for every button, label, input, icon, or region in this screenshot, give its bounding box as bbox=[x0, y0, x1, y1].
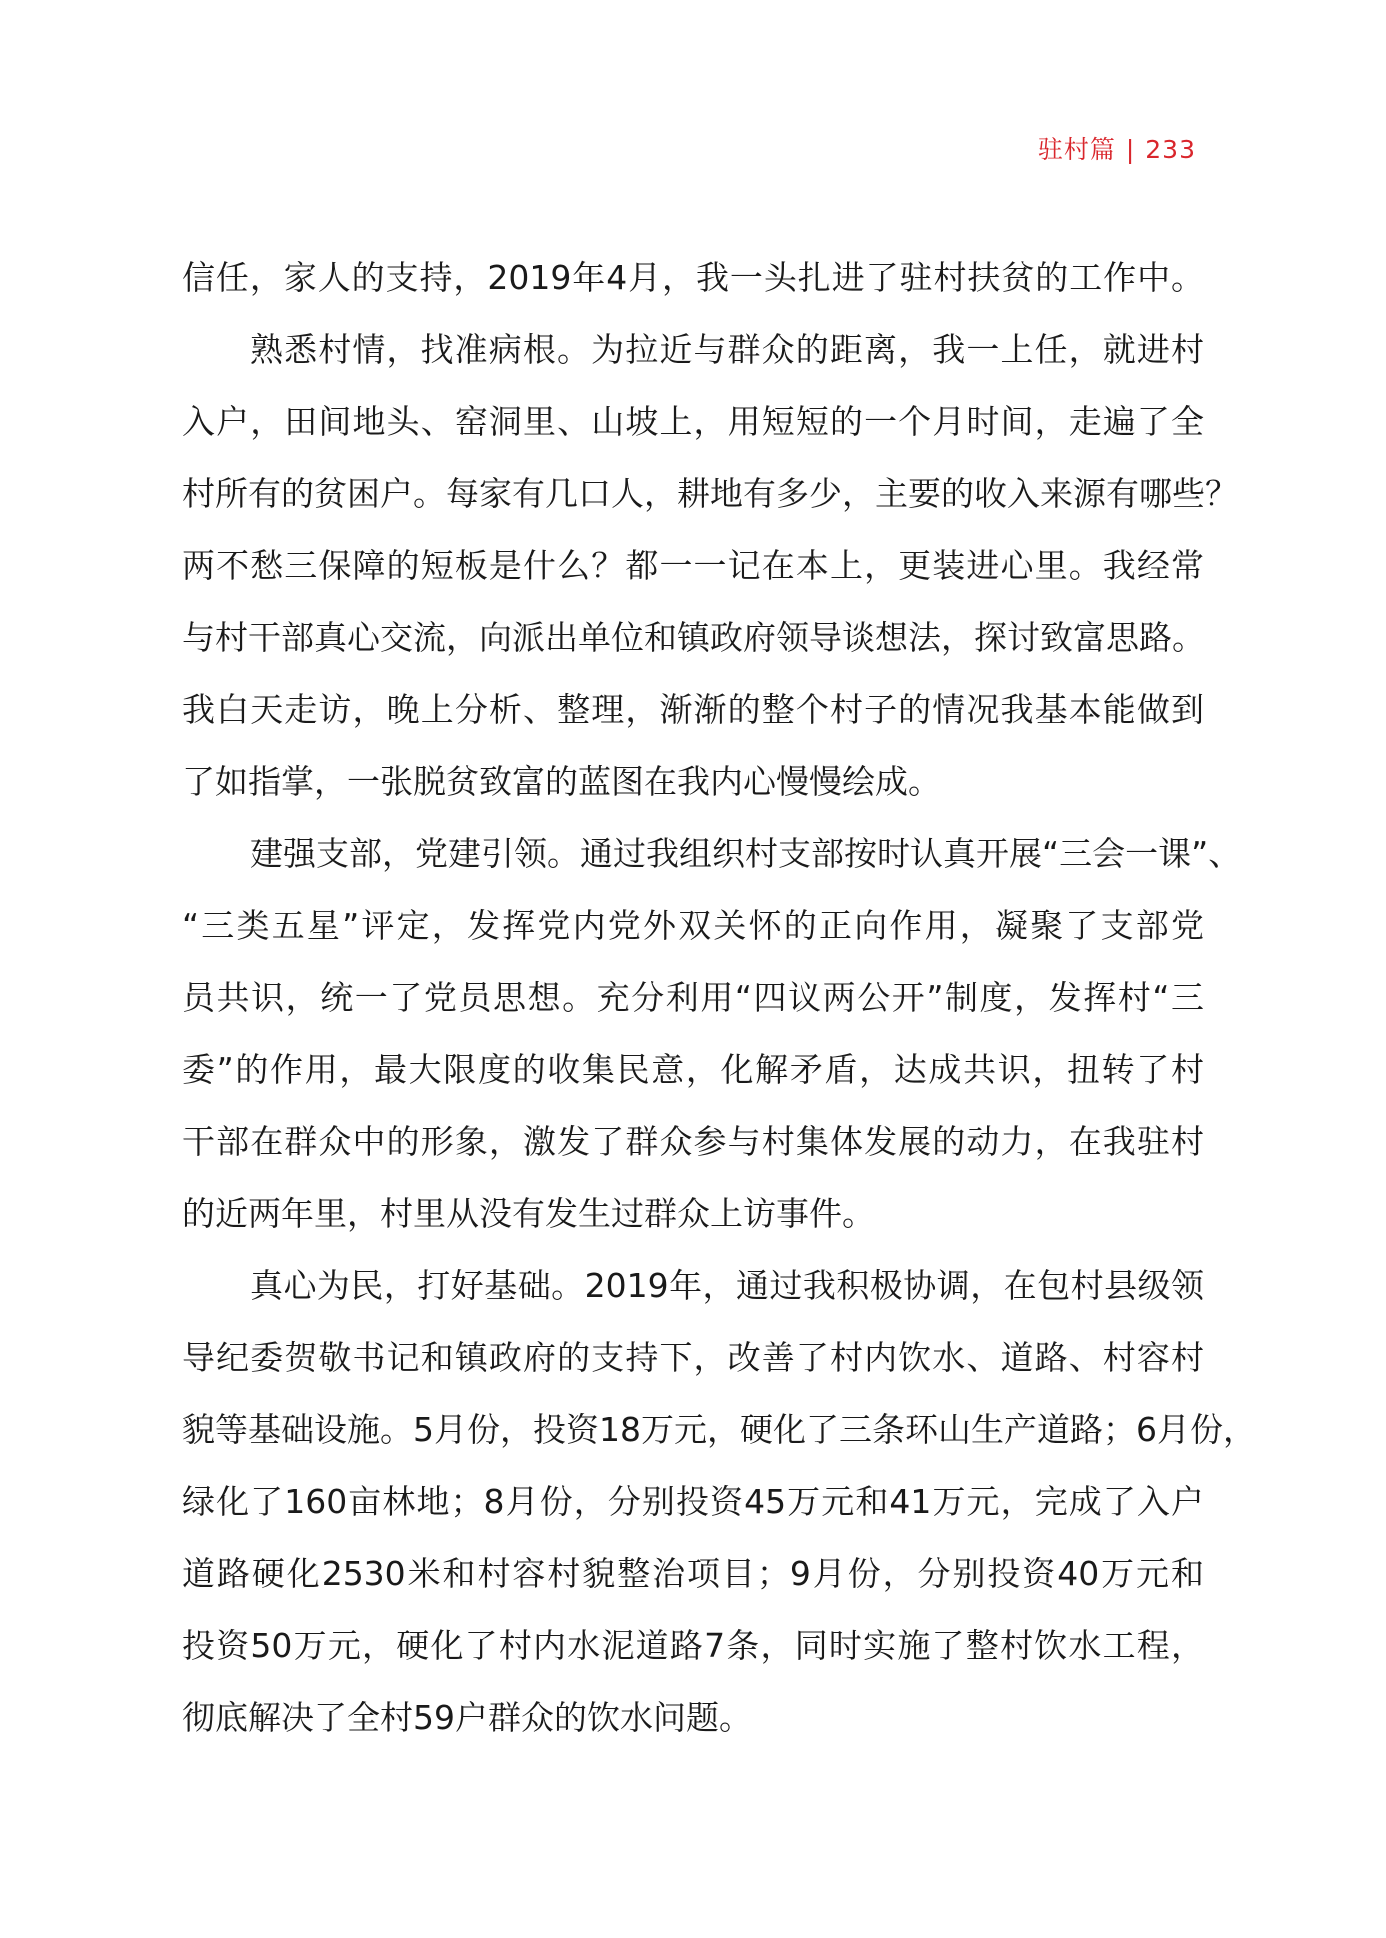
text-line: 投资50万元，硬化了村内水泥道路7条，同时实施了整村饮水工程， bbox=[182, 1626, 1204, 1665]
text-line: 干部在群众中的形象，激发了群众参与村集体发展的动力，在我驻村 bbox=[182, 1122, 1204, 1161]
text-line: 两不愁三保障的短板是什么？都一一记在本上，更装进心里。我经常 bbox=[182, 546, 1204, 585]
text-line: 与村干部真心交流，向派出单位和镇政府领导谈想法，探讨致富思路。 bbox=[182, 618, 1205, 657]
section-title: 驻村篇 bbox=[1037, 135, 1116, 164]
text-line: “三类五星”评定，发挥党内党外双关怀的正向作用，凝聚了支部党 bbox=[182, 906, 1204, 945]
header-separator: | bbox=[1125, 135, 1136, 164]
text-line: 绿化了160亩林地；8月份，分别投资45万元和41万元，完成了入户 bbox=[182, 1482, 1204, 1521]
text-line: 的近两年里，村里从没有发生过群众上访事件。 bbox=[182, 1194, 875, 1233]
text-line: 员共识，统一了党员思想。充分利用“四议两公开”制度，发挥村“三 bbox=[182, 978, 1204, 1017]
text-line: 真心为民，打好基础。2019年，通过我积极协调，在包村县级领 bbox=[250, 1266, 1204, 1305]
text-line: 委”的作用，最大限度的收集民意，化解矛盾，达成共识，扭转了村 bbox=[182, 1050, 1204, 1089]
running-head bbox=[1038, 130, 1196, 166]
page-number: 233 bbox=[1145, 135, 1196, 164]
text-line: 信任，家人的支持，2019年4月，我一头扎进了驻村扶贫的工作中。 bbox=[182, 258, 1204, 297]
text-line: 了如指掌，一张脱贫致富的蓝图在我内心慢慢绘成。 bbox=[182, 762, 941, 801]
text-line: 村所有的贫困户。每家有几口人，耕地有多少，主要的收入来源有哪些？ bbox=[182, 474, 1238, 513]
text-line: 入户，田间地头、窑洞里、山坡上，用短短的一个月时间，走遍了全 bbox=[182, 402, 1204, 441]
text-line: 我白天走访，晚上分析、整理，渐渐的整个村子的情况我基本能做到 bbox=[182, 690, 1204, 729]
text-line: 貌等基础设施。5月份，投资18万元，硬化了三条环山生产道路；6月份， bbox=[182, 1410, 1256, 1449]
text-line: 导纪委贺敬书记和镇政府的支持下，改善了村内饮水、道路、村容村 bbox=[182, 1338, 1204, 1377]
text-line: 道路硬化2530米和村容村貌整治项目；9月份，分别投资40万元和 bbox=[182, 1554, 1204, 1593]
body-text bbox=[182, 242, 1256, 1754]
text-line: 建强支部，党建引领。通过我组织村支部按时认真开展“三会一课”、 bbox=[250, 834, 1242, 873]
text-line: 彻底解决了全村59户群众的饮水问题。 bbox=[182, 1698, 752, 1737]
text-line: 熟悉村情，找准病根。为拉近与群众的距离，我一上任，就进村 bbox=[250, 330, 1204, 369]
